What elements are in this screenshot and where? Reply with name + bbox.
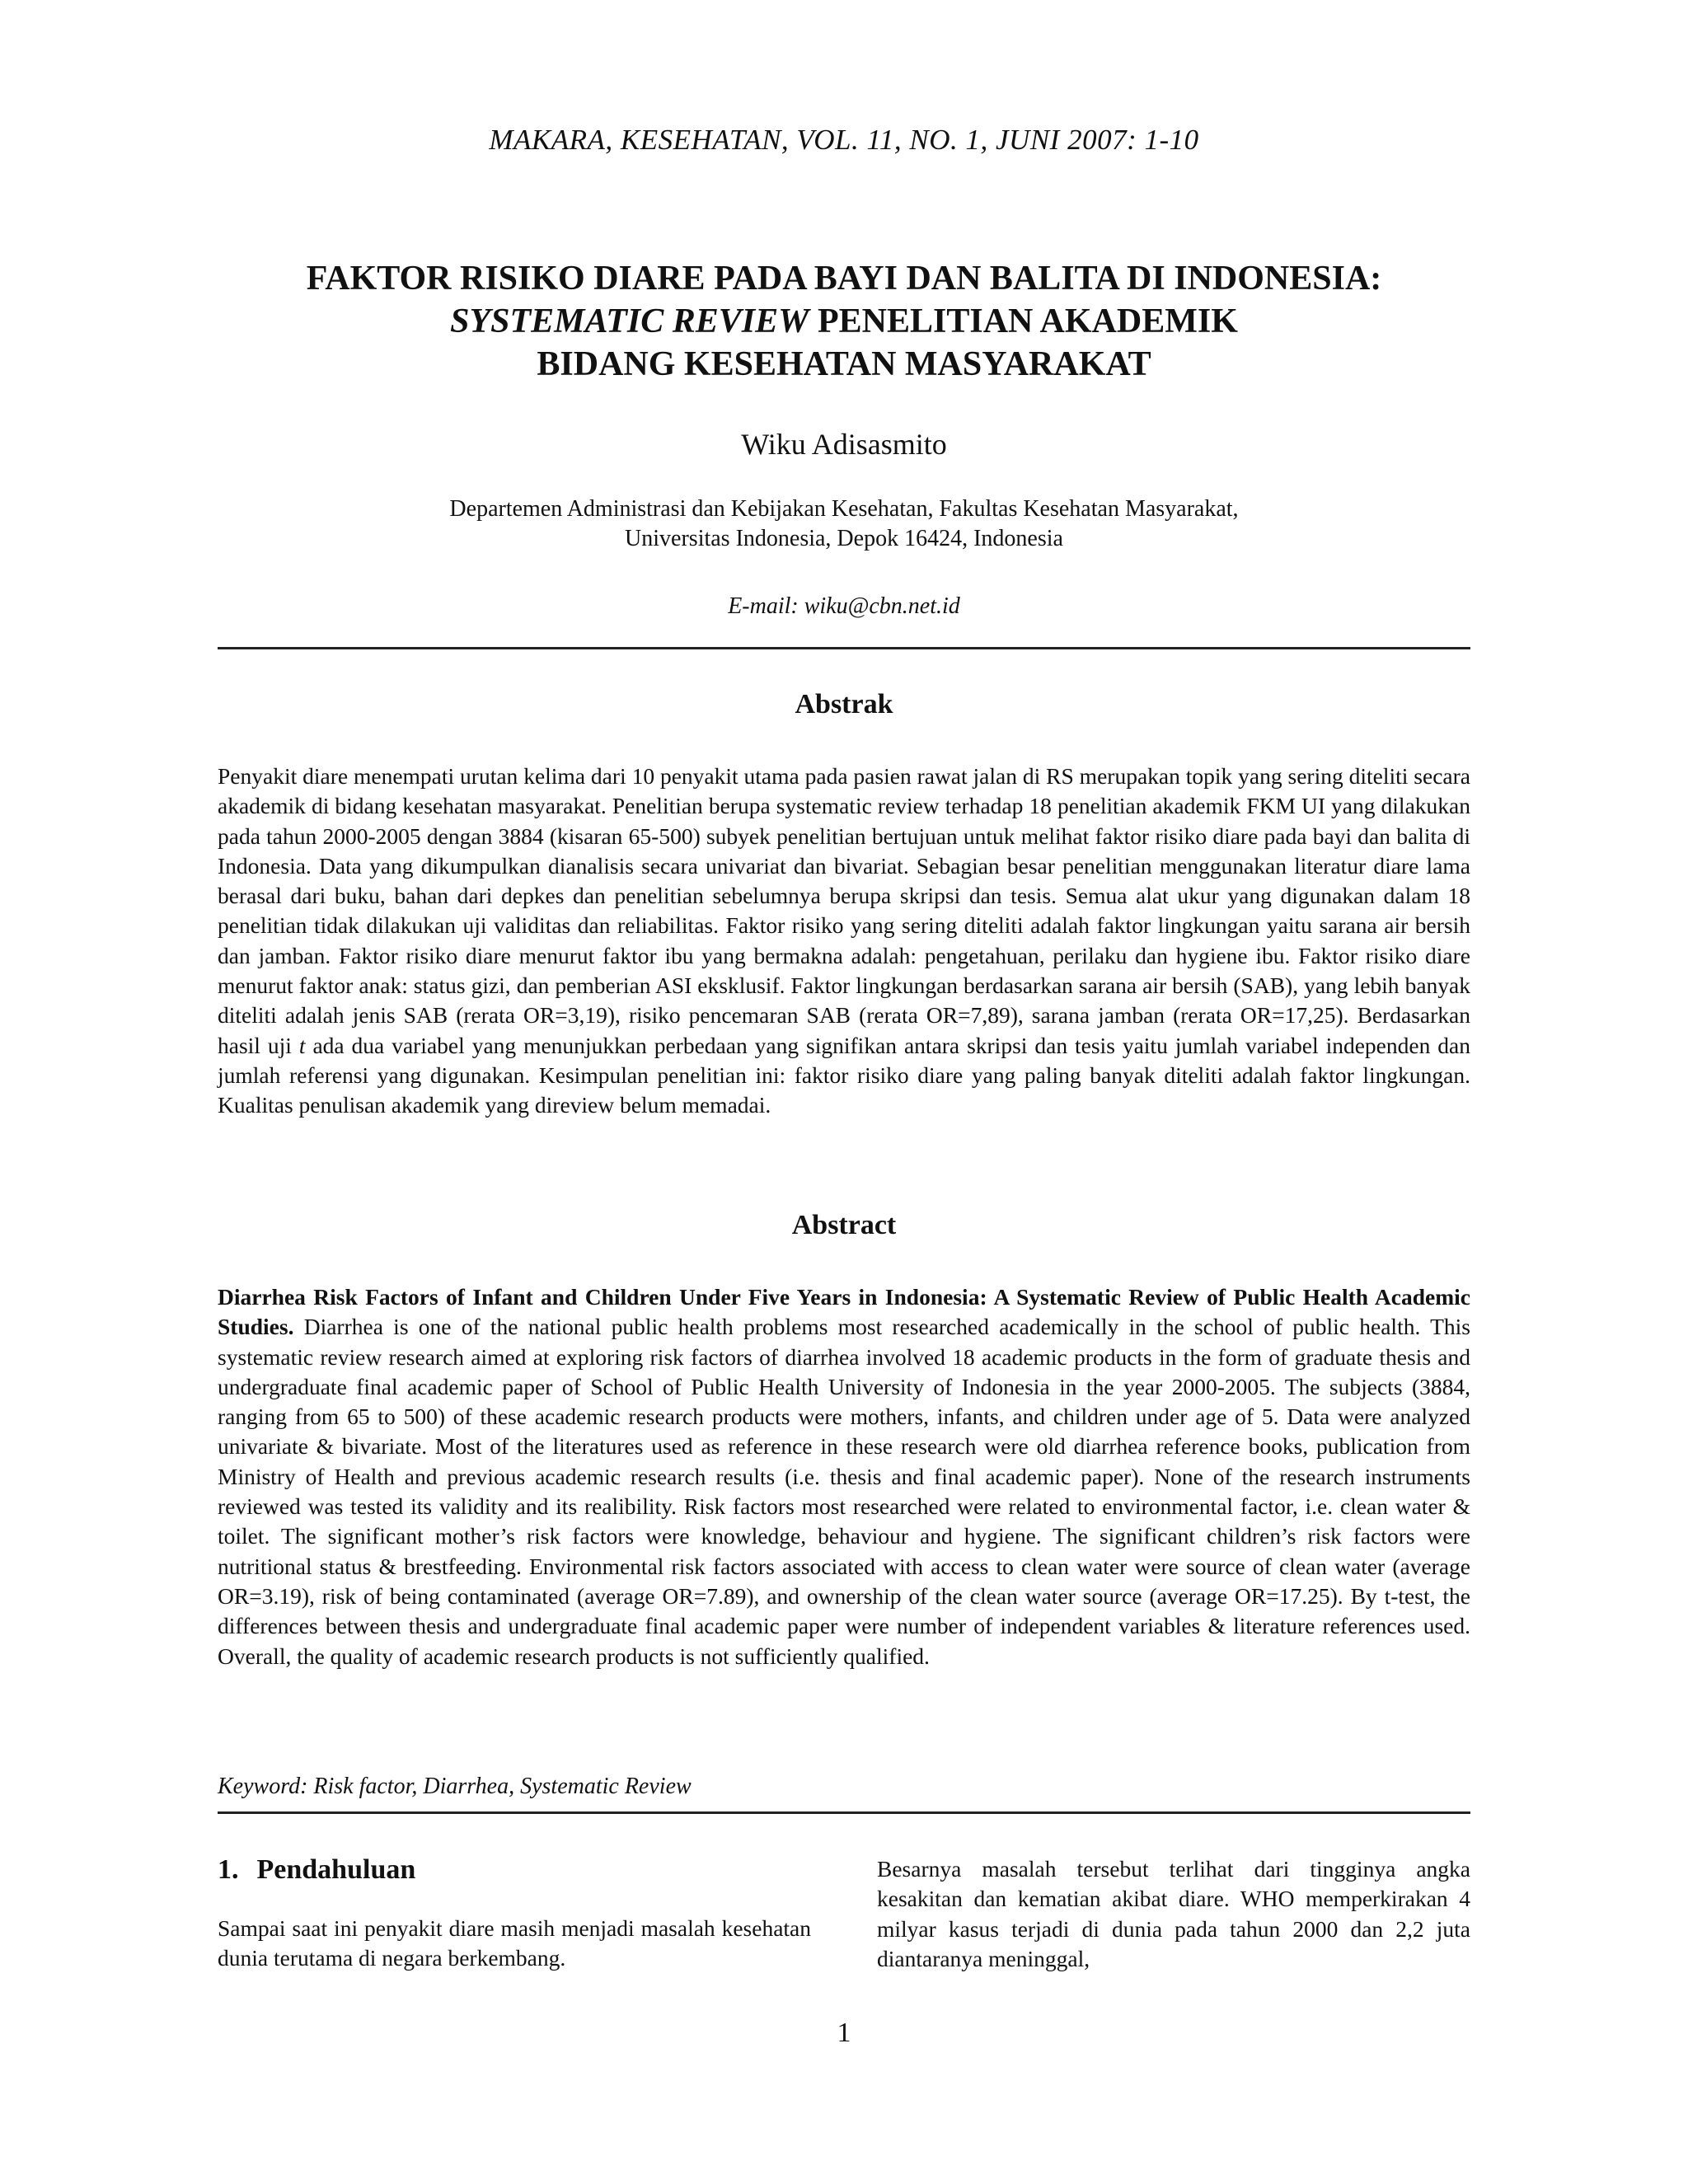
section-title: Pendahuluan [256, 1854, 416, 1885]
title-line-2-italic: SYSTEMATIC REVIEW [450, 302, 809, 340]
right-column [877, 1854, 1470, 1974]
abstrak-text-part-1: Penyakit diare menempati urutan kelima dari 10 penyakit utama pada pasien rawat jalan di RS merupakan topik yang sering diteliti secara akademik di bidang kesehatan masyarakat. Penelitian berupa systematic review terhadap 18 penelitian akademik FKM UI yang dilakukan pada tahun 2000-2005 dengan 3884 (kisaran 65-500) subyek penelitian bertujuan untuk melihat faktor risiko diare pada bayi dan balita di Indonesia. Data yang dikumpulkan dianalisis secara univariat dan bivariat. Sebagian besar penelitian menggunakan literatur diare lama berasal dari buku, bahan dari depkes dan penelitian sebelumnya berupa skripsi dan tesis. Semua alat ukur yang digunakan dalam 18 penelitian tidak dilakukan uji validitas dan reliabilitas. Faktor risiko yang sering diteliti adalah faktor lingkungan yaitu sarana air bersih dan jamban. Faktor risiko diare menurut faktor ibu yang bermakna adalah: pengetahuan, perilaku dan hygiene ibu. Faktor risiko diare menurut faktor anak: status gizi, dan pemberian ASI eksklusif. Faktor lingkungan berdasarkan sarana air bersih (SAB), yang lebih banyak diteliti adalah jenis SAB (rerata OR=3,19), risiko pencemaran SAB (rerata OR=7,89), sarana jamban (rerata OR=17,25). Berdasarkan hasil uji [218, 763, 1470, 1058]
abstrak-body [218, 762, 1470, 1121]
paper-title [0, 257, 1688, 386]
title-line-2-rest: PENELITIAN AKADEMIK [809, 302, 1238, 340]
abstract-heading: Abstract [791, 1210, 897, 1240]
affiliation-line-2: Universitas Indonesia, Depok 16424, Indonesia [625, 526, 1063, 551]
intro-right-paragraph: Besarnya masalah tersebut terlihat dari tingginya angka kesakitan dan kematian akibat diare. WHO memperkirakan 4 milyar kasus terjadi di dunia pada tahun 2000 dan 2,2 juta diantaranya meninggal, [877, 1856, 1470, 1971]
divider-top [218, 647, 1470, 649]
author-email: E-mail: wiku@cbn.net.id [728, 593, 960, 619]
abstract-text: Diarrhea is one of the national public health problems most researched academically in the school of public health. This systematic review research aimed at exploring risk factors of diarrhea involved 18 academic products in the form of graduate thesis and undergraduate final academic paper of School of Public Health University of Indonesia in the year 2000-2005. The subjects (3884, ranging from 65 to 500) of these academic research products were mothers, infants, and children under age of 5. Data were analyzed univariate & bivariate. Most of the literatures used as reference in these research were old diarrhea reference books, publication from Ministry of Health and previous academic research results (i.e. thesis and final academic paper). None of the research instruments reviewed was tested its validity and its realibility. Risk factors most researched were related to environmental factor, i.e. clean water & toilet. The significant mother’s risk factors were knowledge, behaviour and hygiene. The significant children’s risk factors were nutritional status & brestfeeding. Environmental risk factors associated with access to clean water were source of clean water (average OR=3.19), risk of being contaminated (average OR=7.89), and ownership of the clean water source (average OR=17.25). By t-test, the differences between thesis and undergraduate final academic paper were number of independent variables & literature references used. Overall, the quality of academic research products is not sufficiently qualified. [218, 1314, 1470, 1669]
left-column [218, 1854, 811, 1974]
title-line-2 [0, 300, 1688, 343]
abstrak-heading: Abstrak [795, 689, 893, 719]
page-number: 1 [837, 2018, 851, 2048]
divider-bottom [218, 1811, 1470, 1814]
affiliation [0, 494, 1688, 554]
keywords: Keyword: Risk factor, Diarrhea, Systematic Review [218, 1774, 692, 1799]
running-header: MAKARA, KESEHATAN, VOL. 11, NO. 1, JUNI 2007: 1-10 [489, 124, 1199, 156]
section-number: 1. [218, 1854, 239, 1885]
author-name: Wiku Adisasmito [741, 428, 947, 461]
abstrak-text-part-2: ada dua variabel yang menunjukkan perbedaan yang signifikan antara skripsi dan tesis yaitu jumlah variabel independen dan jumlah referensi yang digunakan. Kesimpulan penelitian ini: faktor risiko diare yang paling banyak diteliti adalah faktor lingkungan. Kualitas penulisan akademik yang direview belum memadai. [218, 1032, 1470, 1118]
title-line-3: BIDANG KESEHATAN MASYARAKAT [537, 345, 1151, 383]
abstract-bold-title: Diarrhea Risk Factors of Infant and Children Under Five Years in Indonesia: A Systematic Review of Public Health Academic Studies. [218, 1284, 1470, 1340]
affiliation-line-1: Departemen Administrasi dan Kebijakan Kesehatan, Fakultas Kesehatan Masyarakat, [449, 496, 1239, 522]
abstrak-t-symbol: t [298, 1032, 306, 1058]
title-line-1: FAKTOR RISIKO DIARE PADA BAYI DAN BALITA DI INDONESIA: [306, 260, 1382, 298]
section-heading-introduction [218, 1854, 811, 1886]
abstract-body [218, 1282, 1470, 1671]
intro-left-paragraph: Sampai saat ini penyakit diare masih menjadi masalah kesehatan dunia terutama di negara berkembang. [218, 1915, 811, 1971]
